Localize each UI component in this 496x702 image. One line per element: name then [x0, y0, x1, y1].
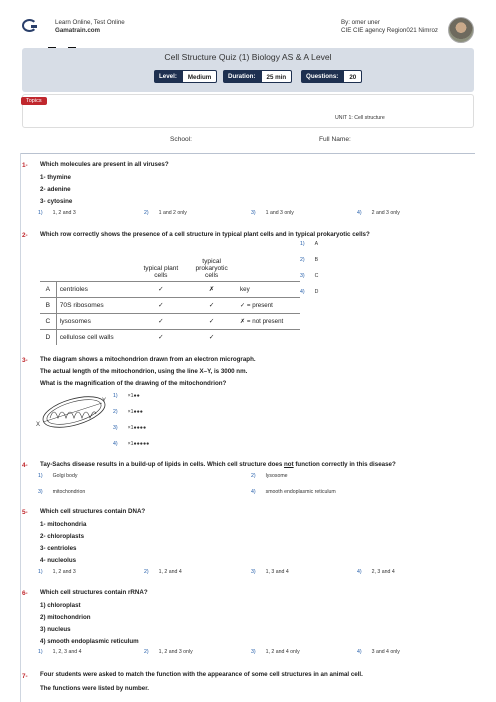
option-number: 1) [38, 210, 43, 216]
option-number: 1) [300, 241, 305, 247]
answer-option[interactable] [251, 210, 294, 216]
option-text: smooth endoplasmic reticulum [265, 489, 336, 495]
answer-option[interactable] [38, 489, 85, 495]
list-item: 3- cytosine [40, 198, 73, 205]
unit-label: UNIT 1: Cell structure [335, 115, 385, 121]
option-text: 1, 2, 3 and 4 [52, 649, 82, 655]
option-number: 3) [113, 425, 118, 431]
level-value: Medium [182, 70, 217, 83]
option-number: 2) [144, 210, 149, 216]
option-text: 1 and 2 only [158, 210, 187, 216]
topics-tab[interactable]: Topics [21, 97, 47, 105]
answer-option[interactable] [144, 210, 187, 216]
answer-option[interactable] [357, 649, 400, 655]
answer-option[interactable] [113, 441, 149, 447]
answer-option[interactable] [144, 569, 182, 575]
option-number: 3) [251, 210, 256, 216]
question-number: 5- [22, 509, 28, 516]
option-text: C [314, 273, 319, 279]
option-text: B [314, 257, 319, 263]
option-text: ×1●● [127, 393, 140, 399]
duration-value: 25 min [261, 70, 293, 83]
author-agency: CIE CIE agency Region021 Nimroz [341, 27, 438, 34]
option-text: ×1●●●● [127, 425, 147, 431]
option-text: 1, 2 and 3 [52, 210, 76, 216]
gamatrain-logo[interactable] [22, 19, 37, 32]
list-item: 4- nucleolus [40, 557, 77, 564]
answer-option[interactable] [38, 473, 77, 479]
site-info [55, 19, 125, 35]
plant-mark: ✓ [158, 334, 164, 342]
site-tagline: Learn Online, Test Online [55, 19, 125, 26]
questions-label: Questions: [301, 70, 343, 83]
option-number: 1) [38, 569, 43, 575]
answer-option[interactable] [300, 289, 318, 295]
question-number: 3- [22, 357, 28, 364]
list-item: 1- thymine [40, 174, 71, 181]
answer-option[interactable] [251, 569, 289, 575]
list-item: 1- mitochondria [40, 521, 87, 528]
page-header [22, 14, 474, 92]
option-text: 1, 2 and 3 only [158, 649, 193, 655]
answer-option[interactable] [113, 393, 140, 399]
option-number: 2) [144, 649, 149, 655]
answer-option[interactable] [251, 649, 300, 655]
margin-line [20, 153, 21, 702]
answer-option[interactable] [300, 257, 318, 263]
question-text: What is the magnification of the drawing of the mitochondrion? [40, 380, 227, 387]
prokaryotic-mark: ✓ [186, 297, 237, 313]
questions-value: 20 [343, 70, 362, 83]
question-text: Which molecules are present in all viruses? [40, 161, 169, 168]
questions-badge [301, 70, 362, 83]
option-number: 1) [113, 393, 118, 399]
avatar [448, 17, 474, 43]
answer-option[interactable] [251, 489, 336, 495]
option-number: 4) [300, 289, 305, 295]
section-divider [20, 153, 475, 154]
row-letter: B [40, 297, 56, 313]
label-x: X [36, 422, 41, 428]
answer-option[interactable] [38, 569, 76, 575]
option-text: ×1●●● [127, 409, 143, 415]
key-text: ✗ = not present [237, 313, 300, 329]
prokaryotic-mark: ✗ [186, 281, 237, 297]
list-item: 2) mitochondrion [40, 614, 91, 621]
list-item: 2- chloroplasts [40, 533, 85, 540]
plant-mark: ✓ [135, 281, 186, 297]
question-number: 6- [22, 590, 28, 597]
question-text: Which cell structures contain rRNA? [40, 589, 148, 596]
table-row [40, 329, 300, 345]
option-number: 4) [113, 441, 118, 447]
question-text: Four students were asked to match the function with the appearance of some cell structures in an animal cell. [40, 671, 363, 678]
list-item: 3) nucleus [40, 626, 71, 633]
option-text: 1, 3 and 4 [265, 569, 289, 575]
option-number: 2) [113, 409, 118, 415]
plant-cells-header: typical plant cells [135, 243, 186, 281]
option-number: 2) [144, 569, 149, 575]
topics-box [22, 94, 474, 128]
question-number: 1- [22, 162, 28, 169]
option-text: D [314, 289, 319, 295]
author-name: By: omer uner [341, 19, 380, 26]
option-text: ×1●●●●● [127, 441, 150, 447]
structure-name: centrioles [56, 281, 135, 297]
school-label: School: [170, 136, 192, 143]
list-item: 3- centrioles [40, 545, 77, 552]
option-number: 1) [38, 473, 43, 479]
list-item: 2- adenine [40, 186, 71, 193]
author-info [341, 19, 438, 35]
answer-option[interactable] [113, 425, 146, 431]
answer-option[interactable] [144, 649, 193, 655]
prokaryotic-mark: ✓ [208, 334, 215, 342]
answer-option[interactable] [357, 210, 400, 216]
option-number: 1) [38, 649, 43, 655]
option-text: 3 and 4 only [371, 649, 400, 655]
option-text: mitochondrion [52, 489, 86, 495]
option-text: 1, 2 and 4 [158, 569, 182, 575]
option-text: 1 and 3 only [265, 210, 294, 216]
option-text: 1, 2 and 4 only [265, 649, 300, 655]
question-number: 4- [22, 462, 28, 469]
key-text: ✓ = present [237, 297, 300, 313]
structure-name: cellulose cell walls [59, 333, 114, 341]
option-number: 3) [251, 569, 256, 575]
quiz-title: Cell Structure Quiz (1) Biology AS & A Level [164, 52, 332, 62]
answer-option[interactable] [251, 473, 288, 479]
option-text: 1, 2 and 3 [52, 569, 76, 575]
option-text: 2, 3 and 4 [371, 569, 395, 575]
question-number: 2- [22, 232, 28, 239]
list-item: 4) smooth endoplasmic reticulum [40, 638, 139, 645]
row-letter: D [40, 329, 56, 345]
question-text: The functions were listed by number. [40, 685, 149, 692]
question-number: 7- [22, 673, 28, 680]
option-number: 4) [357, 649, 362, 655]
duration-badge [223, 70, 292, 83]
plant-mark: ✓ [135, 313, 186, 329]
row-letter: C [40, 313, 56, 329]
option-number: 3) [38, 489, 43, 495]
option-text: Golgi body [52, 473, 78, 479]
list-item: 1) chloroplast [40, 602, 81, 609]
prokaryotic-cells-header: typical prokaryotic cells [186, 243, 237, 281]
answer-option[interactable] [38, 649, 81, 655]
option-number: 4) [357, 569, 362, 575]
option-number: 3) [251, 649, 256, 655]
question-text: Tay-Sachs disease results in a build-up of lipids in cells. Which cell structure does not function correctly in this disease? [40, 461, 396, 468]
question-text: Which cell structures contain DNA? [40, 508, 146, 515]
answer-option[interactable] [113, 409, 143, 415]
table-row [40, 281, 300, 297]
level-label: Level: [154, 70, 182, 83]
key-text [237, 329, 300, 345]
answer-option[interactable] [38, 210, 76, 216]
option-text: lysosome [265, 473, 288, 479]
prokaryotic-mark: ✓ [186, 313, 237, 329]
level-badge [154, 70, 217, 83]
option-number: 4) [357, 210, 362, 216]
row-letter: A [40, 281, 56, 297]
structure-name: lysosomes [56, 313, 135, 329]
cell-structure-table [40, 243, 300, 345]
duration-label: Duration: [223, 70, 261, 83]
answer-option[interactable] [300, 241, 318, 247]
option-text: 2 and 3 only [371, 210, 400, 216]
mitochondrion-diagram [36, 392, 110, 432]
full-name-label: Full Name: [319, 136, 351, 143]
question-text: The diagram shows a mitochondrion drawn from an electron micrograph. [40, 356, 256, 363]
table-row [40, 297, 300, 313]
label-y: Y [102, 398, 107, 404]
option-number: 2) [300, 257, 305, 263]
option-number: 3) [300, 273, 305, 279]
table-row [40, 313, 300, 329]
site-domain[interactable]: Gamatrain.com [55, 27, 101, 34]
option-number: 4) [251, 489, 256, 495]
emphasis-not: not [284, 461, 294, 468]
key-text: key [237, 281, 300, 297]
option-number: 2) [251, 473, 256, 479]
answer-option[interactable] [300, 273, 318, 279]
structure-name: 70S ribosomes [56, 297, 135, 313]
option-text: A [314, 241, 319, 247]
question-text: The actual length of the mitochondrion, using the line X–Y, is 3000 nm. [40, 368, 248, 375]
plant-mark: ✓ [135, 297, 186, 313]
answer-option[interactable] [357, 569, 395, 575]
question-text: Which row correctly shows the presence of a cell structure in typical plant cells and in typical prokaryotic cells? [40, 231, 370, 238]
